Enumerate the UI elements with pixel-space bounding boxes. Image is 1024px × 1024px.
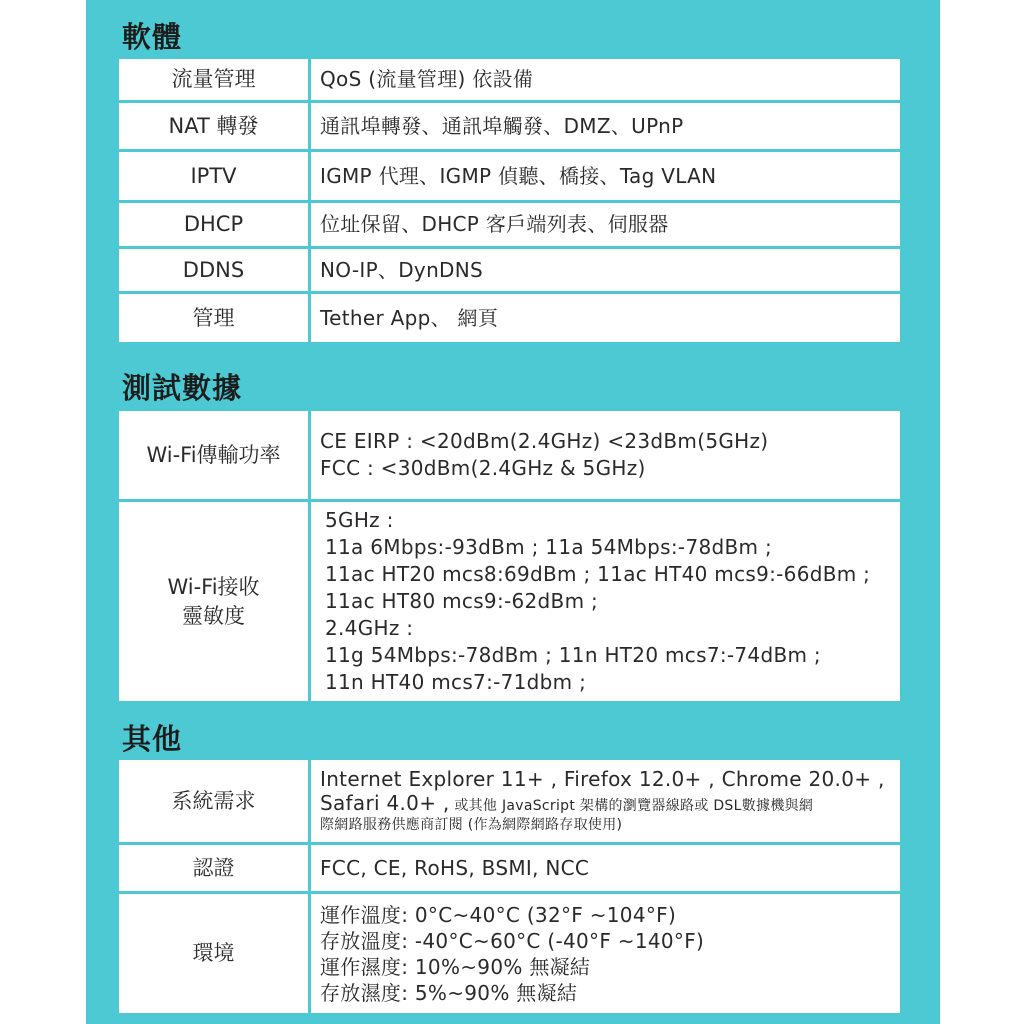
row-label: 流量管理 [119,59,308,100]
software-table [119,59,900,342]
row-value: QoS (流量管理) 依設備 [311,59,900,100]
row-value: 位址保留、DHCP 客戶端列表、伺服器 [311,203,900,246]
table-row [119,502,900,701]
table-row [119,894,900,1013]
table-row [119,845,900,894]
row-label: Wi-Fi傳輸功率 [119,411,308,499]
section-title-software: 軟體 [122,20,183,54]
row-value: 運作溫度: 0°C~40°C (32°F ~104°F) 存放溫度: -40°C~60°C (-40°F ~140°F) 運作濕度: 10%~90% 無凝結 存放濕度: 5%~90% 無凝結 [311,894,900,1013]
table-row [119,103,900,152]
table-row [119,411,900,502]
row-value: IGMP 代理、IGMP 偵聽、橋接、Tag VLAN [311,152,900,200]
table-row [119,760,900,845]
row-label: 環境 [119,894,308,1013]
row-value: 5GHz : 11a 6Mbps:-93dBm ; 11a 54Mbps:-78dBm ; 11ac HT20 mcs8:69dBm ; 11ac HT40 mcs9:-66dBm ; 11ac HT80 mcs9:-62dBm ; 2.4GHz : 11g 54Mbps:-78dBm ; 11n HT20 mcs7:-74dBm ; 11n HT40 mcs7:-71dbm ; [311,502,900,701]
test-table [119,411,900,701]
row-value: 通訊埠轉發、通訊埠觸發、DMZ、UPnP [311,103,900,149]
row-label: DDNS [119,249,308,291]
row-label: DHCP [119,203,308,246]
table-row [119,249,900,294]
row-label: IPTV [119,152,308,200]
table-row [119,152,900,203]
row-label: NAT 轉發 [119,103,308,149]
row-label: 系統需求 [119,760,308,842]
table-row [119,59,900,103]
row-value: Tether App、 網頁 [311,294,900,342]
row-label: 管理 [119,294,308,342]
other-table [119,760,900,1013]
row-value: NO-IP、DynDNS [311,249,900,291]
row-label: 認證 [119,845,308,891]
section-title-other: 其他 [122,722,183,756]
table-row [119,294,900,342]
row-label: Wi-Fi接收 靈敏度 [119,502,308,701]
table-row [119,203,900,249]
section-title-test: 測試數據 [122,371,243,405]
row-value: Internet Explorer 11+ , Firefox 12.0+ , Chrome 20.0+ , Safari 4.0+ , 或其他 JavaScript 架構的瀏覽器線路或 DSL數據機與網 際網路服務供應商訂閱 (作為網際網路存取使用) [311,760,900,842]
row-value: CE EIRP : <20dBm(2.4GHz) <23dBm(5GHz) FCC : <30dBm(2.4GHz & 5GHz) [311,411,900,499]
row-value: FCC, CE, RoHS, BSMI, NCC [311,845,900,891]
